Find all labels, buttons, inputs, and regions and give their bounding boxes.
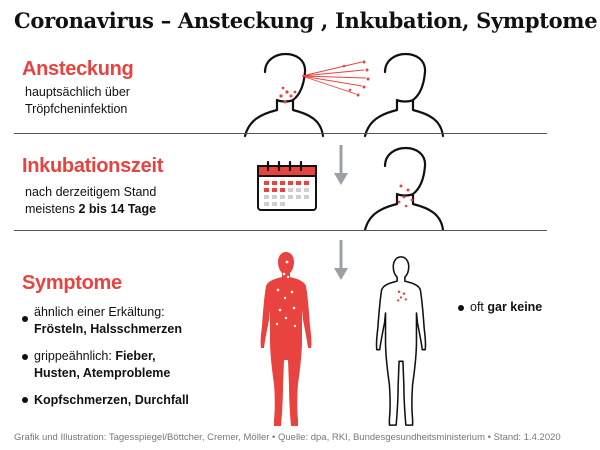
ansteckung-line1: hauptsächlich über (25, 85, 130, 99)
inkubation-description (25, 184, 156, 218)
asymptomatic-body-icon (372, 254, 430, 428)
page-title: Coronavirus – Ansteckung , Inkubation, Symptome (14, 8, 598, 33)
symptom-cold-line2: Frösteln, Halsschmerzen (34, 322, 182, 336)
healthy-person-icon (355, 36, 455, 136)
heading-inkubationszeit: Inkubationszeit (22, 155, 164, 177)
divider-2 (14, 230, 547, 231)
incubating-person-icon (355, 130, 455, 230)
symptom-flu (34, 348, 170, 382)
bullet-dot (458, 305, 464, 311)
symptomatic-body-icon (256, 250, 316, 428)
bullet-dot (22, 316, 28, 322)
arrow-down-icon (333, 240, 349, 282)
inkubation-line1: nach derzeitigem Stand (25, 185, 157, 199)
footer-credits: Grafik und Illustration: Tagesspiegel/Böttcher, Cremer, Möller • Quelle: dpa, RKI, Bundesgesundheitsministerium • Stand: 1.4.2020 (14, 432, 561, 443)
symptom-headache: Kopfschmerzen, Durchfall (34, 393, 189, 407)
ansteckung-line2: Tröpfcheninfektion (25, 102, 128, 116)
ansteckung-description (25, 84, 130, 118)
symptom-none: oft gar keine (470, 300, 543, 314)
inkubation-duration: 2 bis 14 Tage (78, 202, 157, 216)
heading-ansteckung: Ansteckung (22, 58, 134, 80)
symptom-flu-line1: grippeähnlich: Fieber, (34, 349, 156, 363)
symptom-flu-line2: Husten, Atemprobleme (34, 366, 171, 380)
symptom-cold-line1: ähnlich einer Erkältung: (34, 305, 165, 319)
heading-symptome: Symptome (22, 272, 122, 294)
inkubation-line2: meistens 2 bis 14 Tage (25, 202, 157, 216)
arrow-down-icon (333, 145, 349, 187)
calendar-icon (256, 160, 318, 212)
divider-1 (14, 133, 547, 134)
bullet-dot (22, 397, 28, 403)
bullet-dot (22, 354, 28, 360)
symptom-cold (34, 304, 182, 338)
